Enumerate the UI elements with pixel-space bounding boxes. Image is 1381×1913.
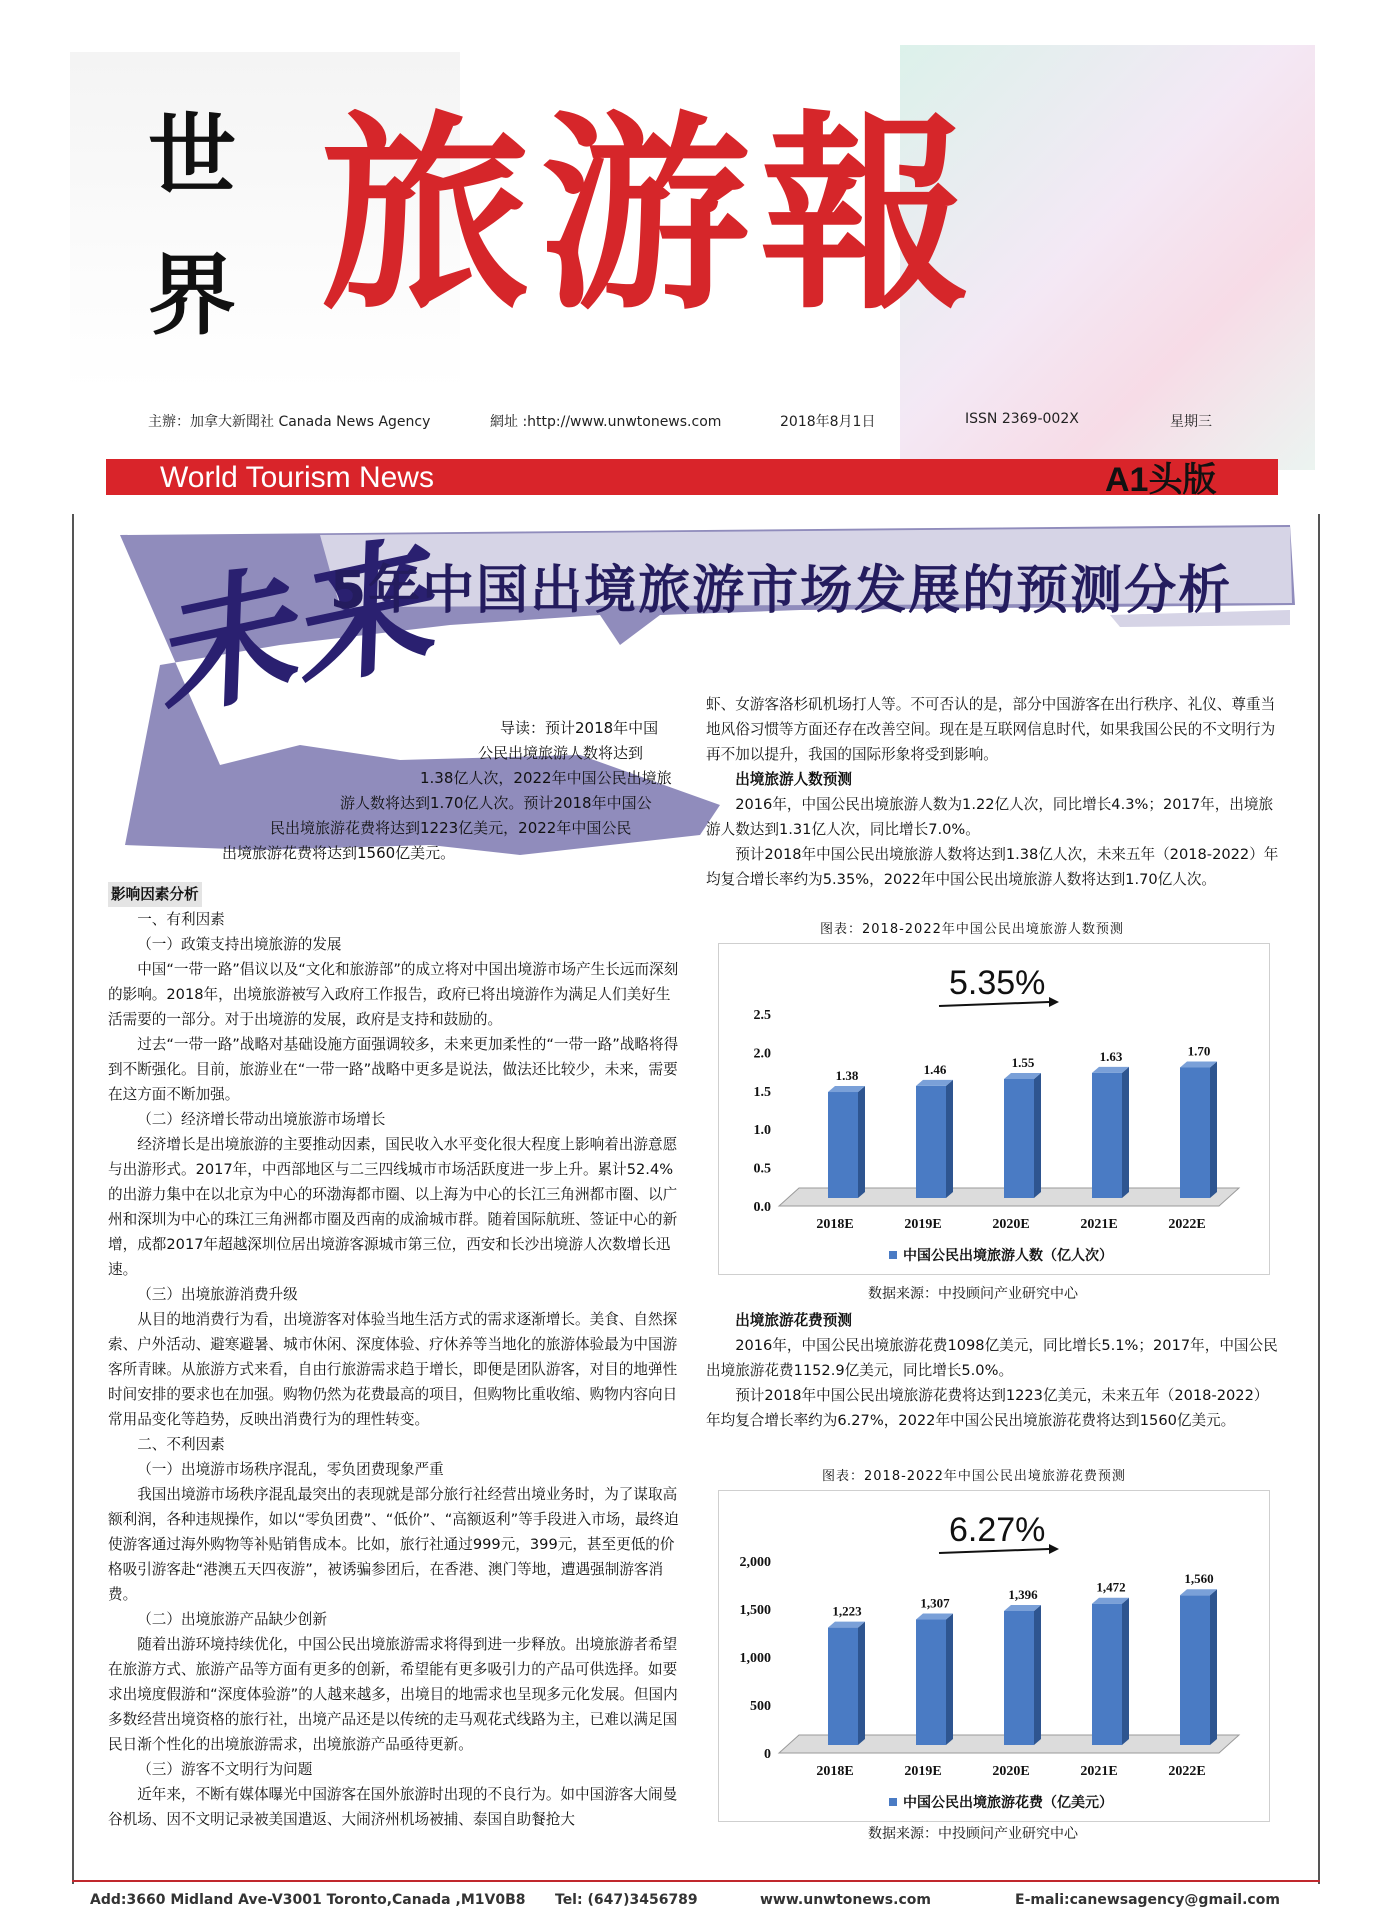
section-heading: 出境旅游花费预测 [735, 1312, 852, 1329]
weekday: 星期三 [1170, 414, 1212, 430]
masthead-char-shi: 世 [148, 103, 237, 207]
data-label: 1,472 [1096, 1579, 1126, 1595]
issn: ISSN 2369-002X [965, 411, 1079, 427]
bar [1180, 1067, 1210, 1198]
bar [828, 1092, 858, 1198]
paragraph: 二、不利因素 [137, 1436, 225, 1453]
paragraph: 过去“一带一路”战略对基础设施方面强调较多，未来更加柔性的“一带一路”战略将得到不断强化。目前，旅游业在“一带一路”战略中更多是说法，做法还比较少，未来，需要在这方面不断加强。 [108, 1036, 679, 1103]
legend-swatch [889, 1798, 897, 1806]
masthead-title: 旅游報 [320, 91, 981, 338]
chart1-source: 数据来源：中投顾问产业研究中心 [868, 1286, 1078, 1302]
lead-line: 民出境旅游花费将达到1223亿美元，2022年中国公民 [270, 819, 632, 837]
x-tick-label: 2020E [992, 1764, 1030, 1779]
data-label: 1.46 [923, 1061, 947, 1077]
x-tick-label: 2020E [992, 1217, 1030, 1232]
bar-side [858, 1622, 865, 1745]
lead-line: 公民出境旅游人数将达到 [478, 744, 644, 762]
data-label: 1.63 [1099, 1048, 1123, 1064]
growth-arrow [939, 1002, 1049, 1006]
bar-side [946, 1614, 953, 1745]
bar-side [1034, 1605, 1041, 1745]
paragraph: 中国“一带一路”倡议以及“文化和旅游部”的成立将对中国出境游市场产生长远而深刻的影响。2018年，出境旅游被写入政府工作报告，政府已将出境游作为满足人们美好生活需要的一部分。对于出境游的发展，政府是支持和鼓励的。 [108, 961, 679, 1028]
y-tick-label: 1,500 [739, 1603, 771, 1618]
y-tick-label: 0 [764, 1747, 771, 1762]
chart1-caption: 图表：2018-2022年中国公民出境旅游人数预测 [820, 922, 1124, 937]
x-tick-label: 2022E [1168, 1217, 1206, 1232]
paragraph: 虾、女游客洛杉矶机场打人等。不可否认的是，部分中国游客在出行秩序、礼仪、尊重当地风俗习惯等方面还存在改善空间。现在是互联网信息时代，如果我国公民的不文明行为再不加以提升，我国的国际形象将受到影响。 [706, 696, 1276, 763]
section-heading: 出境旅游人数预测 [735, 771, 852, 788]
bar-side [1034, 1073, 1041, 1198]
english-title: World Tourism News [160, 461, 434, 494]
y-tick-label: 1.5 [753, 1084, 771, 1100]
y-tick-label: 500 [750, 1699, 771, 1714]
footer-website[interactable]: www.unwtonews.com [760, 1892, 931, 1908]
bar-side [1122, 1598, 1129, 1745]
bar [1004, 1079, 1034, 1198]
chart2 [719, 1491, 1269, 1821]
headline: 5年中国出境旅游市场发展的预测分析 [330, 561, 1233, 621]
chart2-source: 数据来源：中投顾问产业研究中心 [868, 1826, 1078, 1842]
footer-email[interactable]: E-mali:canewsagency@gmail.com [1015, 1892, 1280, 1908]
growth-annotation: 5.35% [949, 964, 1046, 1002]
bar-side [1210, 1589, 1217, 1745]
paragraph: 一、有利因素 [137, 911, 225, 928]
x-tick-label: 2018E [816, 1217, 854, 1232]
paragraph: 我国出境游市场秩序混乱最突出的表现就是部分旅行社经营出境业务时，为了谋取高额利润，各种违规操作，如以“零负团费”、“低价”、“高额返利”等手段进入市场，最终迫使游客通过海外购物等补贴销售成本。比如，旅行社通过999元，399元，甚至更低的价格吸引游客赴“港澳五天四夜游”，被诱骗参团后，在香港、澳门等地，遭遇强制游客消费。 [108, 1486, 679, 1603]
chart1-frame [718, 943, 1270, 1275]
bar-side [1210, 1061, 1217, 1198]
bar-side [858, 1086, 865, 1198]
bar-side [1122, 1067, 1129, 1198]
paragraph: （二）出境旅游产品缺少创新 [137, 1611, 327, 1628]
paragraph: 2016年，中国公民出境旅游花费1098亿美元，同比增长5.1%；2017年，中国公民出境旅游花费1152.9亿美元，同比增长5.0%。 [706, 1337, 1278, 1379]
y-tick-label: 2.0 [753, 1046, 771, 1062]
left-rule [72, 514, 74, 1884]
bar-side [946, 1080, 953, 1198]
x-tick-label: 2021E [1080, 1764, 1118, 1779]
left-column [108, 882, 683, 1832]
x-tick-label: 2019E [904, 1764, 942, 1779]
chart1 [719, 944, 1269, 1274]
y-tick-label: 2,000 [739, 1555, 771, 1570]
bar [916, 1620, 946, 1745]
paragraph: 经济增长是出境旅游的主要推动因素，国民收入水平变化很大程度上影响着出游意愿与出游形式。2017年，中西部地区与二三四线城市市场活跃度进一步上升。累计52.4%的出游力集中在以北京为中心的环渤海都市圈、以上海为中心的长江三角洲都市圈、以广州和深圳为中心的珠江三角洲都市圈及西南的成渝城市群。随着国际航班、签证中心的新增，成都2017年超越深圳位居出境游客源城市第三位，西安和长沙出境游人次数增长迅速。 [108, 1136, 678, 1278]
growth-arrow-head [1049, 997, 1059, 1007]
y-tick-label: 2.5 [753, 1008, 771, 1023]
paragraph: 从目的地消费行为看，出境游客对体验当地生活方式的需求逐渐增长。美食、自然探索、户外活动、避寒避暑、城市休闲、深度体验、疗休养等当地化的旅游体验最为中国游客所青睐。从旅游方式来看，自由行旅游需求趋于增长，即便是团队游客，对目的地弹性时间安排的要求也在加强。购物仍然为花费最高的项目，但购物比重收缩、购物内容向日常用品变化等趋势，反映出消费行为的理性转变。 [108, 1311, 678, 1428]
masthead-char-jie: 界 [148, 243, 237, 347]
issue-date: 2018年8月1日 [780, 414, 876, 430]
data-label: 1.55 [1011, 1054, 1035, 1070]
section-heading: 影响因素分析 [108, 882, 202, 907]
footer-address: Add:3660 Midland Ave-V3001 Toronto,Canada ,M1V0B8 [90, 1892, 526, 1908]
y-tick-label: 0.5 [753, 1161, 771, 1177]
footer-tel: Tel: (647)3456789 [555, 1892, 698, 1908]
bar [1092, 1073, 1122, 1198]
sponsor: 主辦：加拿大新聞社 Canada News Agency [148, 414, 431, 430]
bar [916, 1086, 946, 1198]
paragraph: （三）出境旅游消费升级 [137, 1286, 298, 1303]
y-tick-label: 1.0 [753, 1123, 771, 1139]
headline-prefix: 未来 [136, 520, 445, 740]
bar [1180, 1595, 1210, 1745]
paragraph: 预计2018年中国公民出境旅游花费将达到1223亿美元，未来五年（2018-2022）年均复合增长率约为6.27%，2022年中国公民出境旅游花费将达到1560亿美元。 [706, 1387, 1269, 1429]
y-tick-label: 0.0 [753, 1200, 771, 1215]
growth-arrow [939, 1549, 1049, 1553]
data-label: 1,560 [1184, 1571, 1214, 1587]
bar [1092, 1604, 1122, 1745]
legend-label: 中国公民出境旅游人数（亿人次） [903, 1248, 1113, 1264]
website[interactable]: 網址 :http://www.unwtonews.com [490, 414, 722, 430]
data-label: 1,307 [920, 1595, 950, 1611]
lead-line: 1.38亿人次，2022年中国公民出境旅 [420, 769, 672, 787]
bar [1004, 1611, 1034, 1745]
lead-line: 出境旅游花费将达到1560亿美元。 [222, 844, 456, 862]
x-tick-label: 2022E [1168, 1764, 1206, 1779]
data-label: 1,396 [1008, 1586, 1038, 1602]
footer-rule [72, 1880, 1320, 1882]
x-tick-label: 2019E [904, 1217, 942, 1232]
x-tick-label: 2018E [816, 1764, 854, 1779]
growth-arrow-head [1049, 1544, 1059, 1554]
legend-swatch [889, 1251, 897, 1259]
x-tick-label: 2021E [1080, 1217, 1118, 1232]
bar [828, 1628, 858, 1745]
lead-line: 导读：预计2018年中国 [500, 719, 659, 737]
chart2-caption: 图表：2018-2022年中国公民出境旅游花费预测 [822, 1469, 1126, 1484]
paragraph: （一）政策支持出境旅游的发展 [137, 936, 342, 953]
chart2-frame [718, 1490, 1270, 1822]
right-column-mid [706, 1308, 1281, 1433]
growth-annotation: 6.27% [949, 1511, 1046, 1549]
data-label: 1,223 [832, 1603, 862, 1619]
paragraph: 近年来，不断有媒体曝光中国游客在国外旅游时出现的不良行为。如中国游客大闹曼谷机场、因不文明记录被美国遣返、大闹济州机场被捕、泰国自助餐抢大 [108, 1786, 678, 1828]
paragraph: （三）游客不文明行为问题 [137, 1761, 313, 1778]
paragraph: 随着出游环境持续优化，中国公民出境旅游需求将得到进一步释放。出境旅游者希望在旅游方式、旅游产品等方面有更多的创新，希望能有更多吸引力的产品可供选择。如要求出境度假游和“深度体验游”的人越来越多，出境目的地需求也呈现多元化发展。但国内多数经营出境资格的旅行社，出境产品还是以传统的走马观花式线路为主，已难以满足国民日渐个性化的出境旅游需求，出境旅游产品亟待更新。 [108, 1636, 678, 1753]
paragraph: 预计2018年中国公民出境旅游人数将达到1.38亿人次，未来五年（2018-2022）年均复合增长率约为5.35%，2022年中国公民出境旅游人数将达到1.70亿人次。 [706, 846, 1279, 888]
right-rule [1318, 514, 1320, 1884]
paragraph: 2016年，中国公民出境旅游人数为1.22亿人次，同比增长4.3%；2017年，出境旅游人数达到1.31亿人次，同比增长7.0%。 [706, 796, 1274, 838]
y-tick-label: 1,000 [739, 1651, 771, 1666]
legend-label: 中国公民出境旅游花费（亿美元） [903, 1795, 1113, 1811]
data-label: 1.38 [835, 1068, 859, 1084]
paragraph: （二）经济增长带动出境旅游市场增长 [137, 1111, 386, 1128]
paragraph: （一）出境游市场秩序混乱，零负团费现象严重 [137, 1461, 444, 1478]
data-label: 1.70 [1187, 1043, 1211, 1059]
page-label: A1头版 [1105, 461, 1217, 499]
right-column-top [706, 692, 1281, 892]
lead-line: 游人数将达到1.70亿人次。预计2018年中国公 [340, 794, 652, 812]
